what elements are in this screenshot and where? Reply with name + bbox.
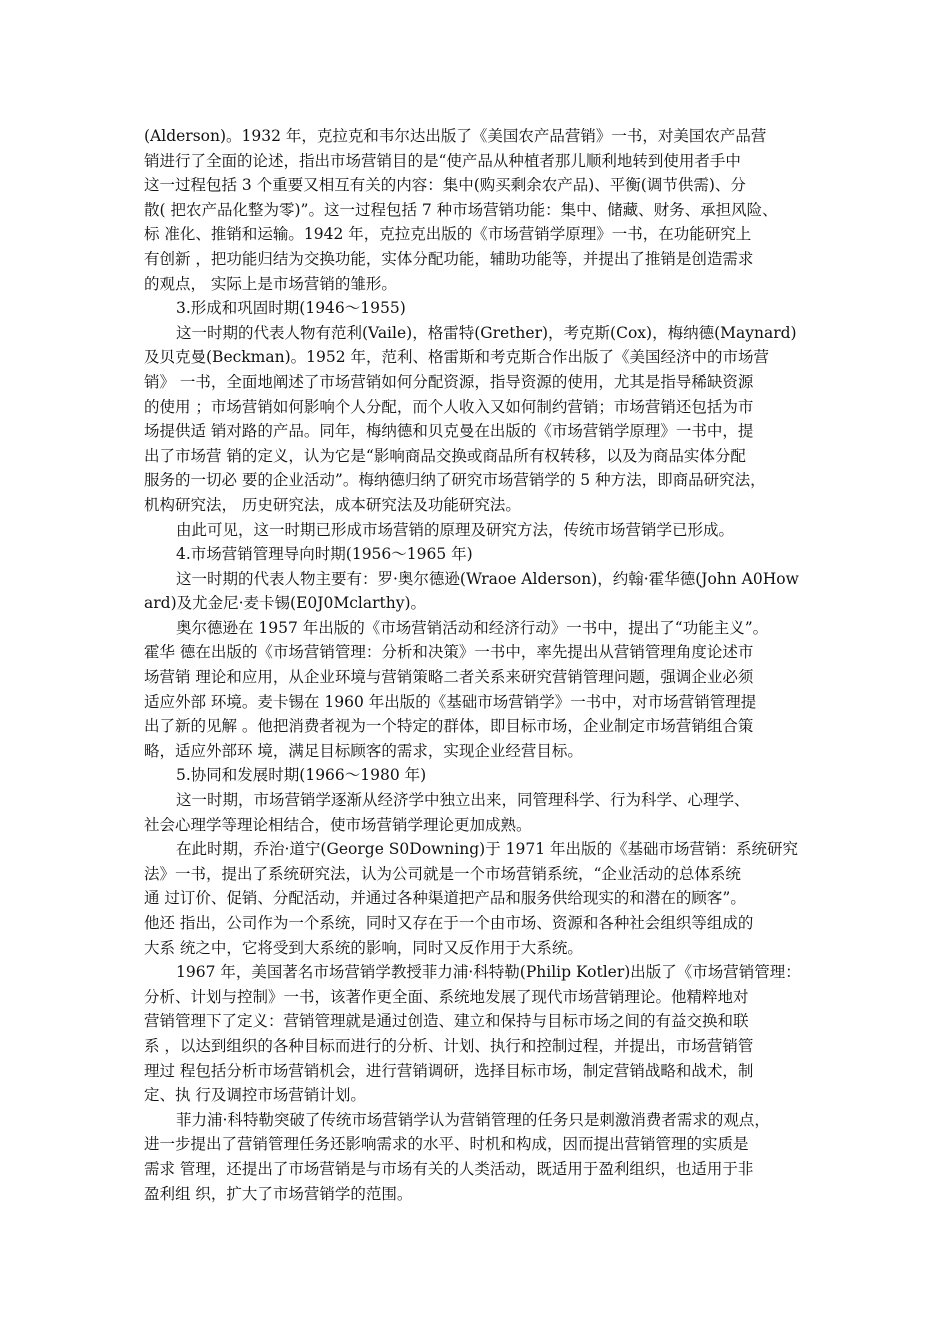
text-line: 1967 年，美国著名市场营销学教授菲力浦·科特勒(Philip Kotler)出版了《市场营销管理： bbox=[176, 963, 801, 982]
text-line: 霍华 德在出版的《市场营销管理：分析和决策》一书中，率先提出从营销管理角度论述市 bbox=[144, 643, 754, 662]
text-line: 销进行了全面的论述，指出市场营销目的是“使产品从种植者那儿顺利地转到使用者手中 bbox=[144, 151, 741, 170]
text-line: 场营销 理论和应用，从企业环境与营销策略二者关系来研究营销管理问题，强调企业必须 bbox=[144, 668, 754, 687]
text-line: 这一过程包括 3 个重要又相互有关的内容：集中(购买剩余农产品)、平衡(调节供需)、分 bbox=[144, 176, 746, 195]
text-line: 系 ，以达到组织的各种目标而进行的分析、计划、执行和控制过程，并提出，市场营销管 bbox=[144, 1036, 754, 1055]
text-line: 销》 一书，全面地阐述了市场营销如何分配资源，指导资源的使用，尤其是指导稀缺资源 bbox=[144, 372, 754, 391]
text-line: (Alderson)。1932 年，克拉克和韦尔达出版了《美国农产品营销》一书，对美国农产品营 bbox=[144, 127, 767, 145]
text-line: 社会心理学等理论相结合，使市场营销学理论更加成熟。 bbox=[144, 815, 532, 834]
text-line: 机构研究法， 历史研究法，成本研究法及功能研究法。 bbox=[144, 495, 521, 514]
text-line: 这一时期的代表人物有范利(Vaile)，格雷特(Grether)，考克斯(Cox)，梅纳德(Maynard) bbox=[176, 323, 797, 342]
text-line: 场提供适 销对路的产品。同年，梅纳德和贝克曼在出版的《市场营销学原理》一书中，提 bbox=[144, 422, 754, 441]
text-line: 4.市场营销管理导向时期(1956～1965 年) bbox=[176, 545, 473, 564]
text-line: 菲力浦·科特勒突破了传统市场营销学认为营销管理的任务只是刺激消费者需求的观点， bbox=[176, 1110, 770, 1129]
text-line: 盈利组 织，扩大了市场营销学的范围。 bbox=[144, 1184, 413, 1203]
text-line: 5.协同和发展时期(1966～1980 年) bbox=[176, 766, 427, 785]
text-line: 的使用 ；市场营销如何影响个人分配，而个人收入又如何制约营销；市场营销还包括为市 bbox=[144, 397, 754, 416]
text-line: 略，适应外部环 境，满足目标顾客的需求，实现企业经营目标。 bbox=[144, 741, 583, 760]
text-line: 服务的一切必 要的企业活动”。梅纳德归纳了研究市场营销学的 5 种方法，即商品研究法， bbox=[144, 471, 766, 490]
text-line: 理过 程包括分析市场营销机会，进行营销调研，选择目标市场，制定营销战略和战术，制 bbox=[144, 1061, 754, 1080]
text-line: 散( 把农产品化整为零)”。这一过程包括 7 种市场营销功能：集中、储藏、财务、承担风险、 bbox=[144, 200, 778, 219]
text-line: 出了市场营 销的定义，认为它是“影响商品交换或商品所有权转移，以及为商品实体分配 bbox=[144, 446, 746, 465]
text-line: 他还 指出，公司作为一个系统，同时又存在于一个由市场、资源和各种社会组织等组成的 bbox=[144, 914, 754, 932]
text-line: 的观点， 实际上是市场营销的雏形。 bbox=[144, 274, 397, 293]
text-line: 大系 统之中，它将受到大系统的影响，同时又反作用于大系统。 bbox=[144, 938, 583, 957]
text-line: 有创新 ，把功能归结为交换功能，实体分配功能，辅助功能等，并提出了推销是创造需求 bbox=[144, 249, 754, 268]
text-line: 进一步提出了营销管理任务还影响需求的水平、时机和构成，因而提出营销管理的实质是 bbox=[144, 1135, 749, 1154]
text-line: 这一时期，市场营销学逐渐从经济学中独立出来，同管理科学、行为科学、心理学、 bbox=[176, 791, 750, 810]
text-line: 分析、计划与控制》一书，该著作更全面、系统地发展了现代市场营销理论。他精粹地对 bbox=[144, 987, 749, 1006]
text-line: 出了新的见解 。他把消费者视为一个特定的群体，即目标市场，企业制定市场营销组合策 bbox=[144, 717, 754, 736]
document-body bbox=[144, 124, 816, 1206]
text-line: 及贝克曼(Beckman)。1952 年，范利、格雷斯和考克斯合作出版了《美国经济中的市场营 bbox=[144, 348, 770, 367]
text-line: 3.形成和巩固时期(1946～1955) bbox=[176, 299, 406, 318]
text-line: 由此可见，这一时期已形成市场营销的原理及研究方法，传统市场营销学已形成。 bbox=[176, 520, 735, 539]
text-line: ard)及尤金尼·麦卡锡(E0J0Mclarthy)。 bbox=[144, 594, 427, 613]
text-line: 法》一书，提出了系统研究法，认为公司就是一个市场营销系统，“企业活动的总体系统 bbox=[144, 864, 741, 883]
text-line: 在此时期，乔治·道宁(George S0Downing)于 1971 年出版的《基础市场营销：系统研究 bbox=[176, 840, 798, 859]
text-line: 定、执 行及调控市场营销计划。 bbox=[144, 1086, 366, 1105]
text-line: 奥尔德逊在 1957 年出版的《市场营销活动和经济行动》一书中，提出了“功能主义”。 bbox=[176, 618, 769, 637]
text-line: 营销管理下了定义：营销管理就是通过创造、建立和保持与目标市场之间的有益交换和联 bbox=[144, 1012, 749, 1031]
text-line: 标 准化、推销和运输。1942 年，克拉克出版的《市场营销学原理》一书，在功能研究上 bbox=[144, 225, 752, 244]
text-line: 需求 管理，还提出了市场营销是与市场有关的人类活动，既适用于盈利组织，也适用于非 bbox=[144, 1159, 754, 1178]
text-line: 这一时期的代表人物主要有：罗·奥尔德逊(Wraoe Alderson)，约翰·霍华德(John A0How bbox=[176, 569, 799, 588]
text-line: 通 过订价、促销、分配活动，并通过各种渠道把产品和服务供给现实的和潜在的顾客”。 bbox=[144, 889, 746, 908]
text-line: 适应外部 环境。麦卡锡在 1960 年出版的《基础市场营销学》一书中，对市场营销管理提 bbox=[144, 692, 757, 711]
